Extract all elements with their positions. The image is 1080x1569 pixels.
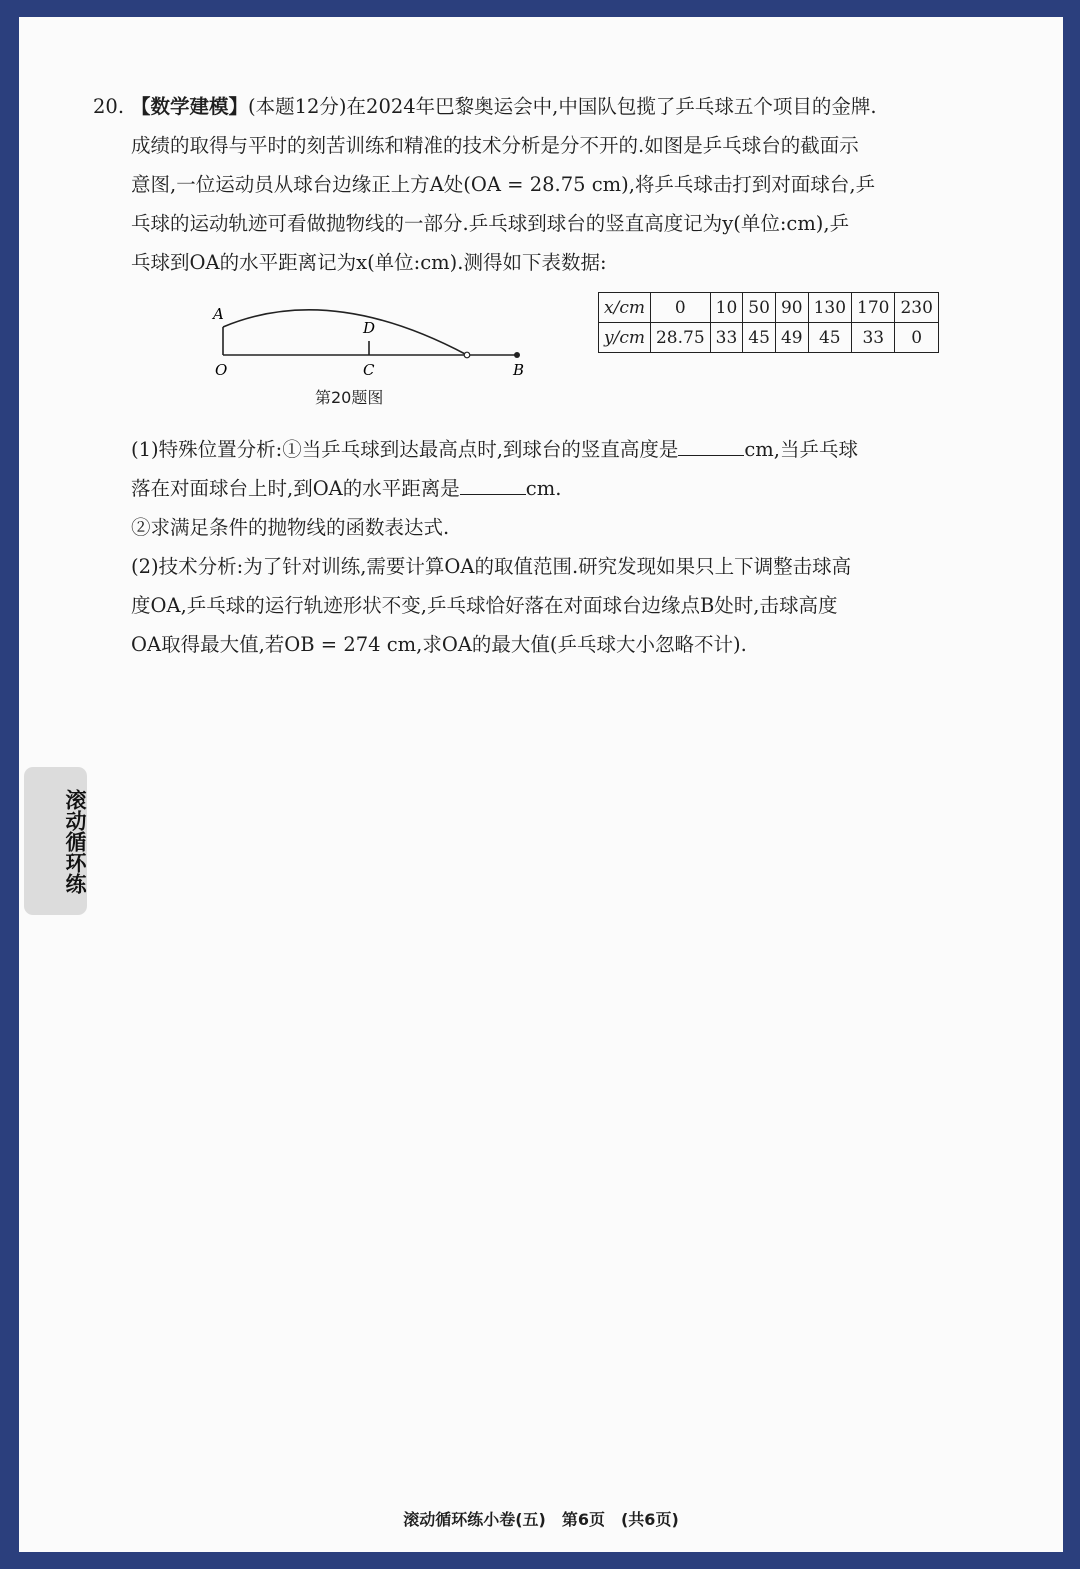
table-cell: 230 — [895, 293, 938, 323]
part1-text-2b: cm. — [525, 477, 562, 500]
part1-line-1 — [93, 430, 1021, 469]
figure-caption: 第20题图 — [315, 388, 384, 407]
data-table — [598, 292, 939, 353]
question-line-4: 乓球的运动轨迹可看做抛物线的一部分.乒乓球到球台的竖直高度记为y(单位:cm),乒 — [131, 212, 850, 235]
question-line-1 — [93, 87, 1021, 126]
part1-text-2a: 落在对面球台上时,到OA的水平距离是 — [131, 477, 460, 500]
landing-point — [464, 352, 470, 358]
table-cell: 0 — [650, 293, 710, 323]
table-row-x — [599, 293, 939, 323]
side-tab-label: 滚动循环练 — [63, 788, 87, 894]
label-O: O — [215, 361, 228, 379]
table-header-y: y/cm — [599, 323, 651, 353]
answer-blank-1[interactable] — [678, 437, 744, 456]
part1-text-1b: cm,当乒乓球 — [744, 438, 859, 461]
page-footer: 滚动循环练小卷(五) 第6页 (共6页) — [403, 1510, 679, 1529]
point-B-dot — [514, 352, 520, 358]
table-cell: 28.75 — [650, 323, 710, 353]
question-number: 20. — [93, 95, 125, 118]
table-cell: 10 — [710, 293, 743, 323]
table-cell: 170 — [852, 293, 895, 323]
question-line-2: 成绩的取得与平时的刻苦训练和精准的技术分析是分不开的.如图是乒乓球台的截面示 — [131, 134, 859, 157]
exam-page — [19, 17, 1063, 1552]
label-D: D — [363, 319, 376, 337]
table-row-y — [599, 323, 939, 353]
question-line-5: 乓球到OA的水平距离记为x(单位:cm).测得如下表数据: — [131, 251, 607, 274]
figure-diagram — [195, 287, 555, 387]
table-header-x: x/cm — [599, 293, 651, 323]
answer-blank-2[interactable] — [460, 476, 526, 495]
question-line-3: 意图,一位运动员从球台边缘正上方A处(OA = 28.75 cm),将乒乓球击打到对面球台,乒 — [131, 173, 876, 196]
table-cell: 0 — [895, 323, 938, 353]
table-cell: 33 — [710, 323, 743, 353]
label-B: B — [513, 361, 525, 379]
part1-line-2 — [93, 469, 1021, 508]
label-C: C — [363, 361, 375, 379]
table-cell: 33 — [852, 323, 895, 353]
part2-line-2: 度OA,乒乓球的运行轨迹形状不变,乒乓球恰好落在对面球台边缘点B处时,击球高度 — [131, 594, 838, 617]
table-cell: 45 — [808, 323, 851, 353]
part1-text-1a: (1)特殊位置分析:①当乒乓球到达最高点时,到球台的竖直高度是 — [131, 438, 679, 461]
ball-trajectory — [223, 310, 467, 355]
table-tennis-figure — [195, 287, 555, 417]
question-text-1: (本题12分)在2024年巴黎奥运会中,中国队包揽了乒乓球五个项目的金牌. — [248, 95, 877, 118]
table-cell: 90 — [775, 293, 808, 323]
part2-line-1: (2)技术分析:为了针对训练,需要计算OA的取值范围.研究发现如果只上下调整击球高 — [131, 555, 852, 578]
side-tab — [24, 767, 87, 915]
label-A: A — [213, 305, 224, 323]
table-cell: 130 — [808, 293, 851, 323]
table-cell: 45 — [743, 323, 776, 353]
table-cell: 49 — [775, 323, 808, 353]
part2-line-3: OA取得最大值,若OB = 274 cm,求OA的最大值(乒乓球大小忽略不计). — [131, 633, 747, 656]
question-tag: 【数学建模】 — [131, 95, 249, 118]
part1-line-3: ②求满足条件的抛物线的函数表达式. — [131, 516, 450, 539]
table-cell: 50 — [743, 293, 776, 323]
